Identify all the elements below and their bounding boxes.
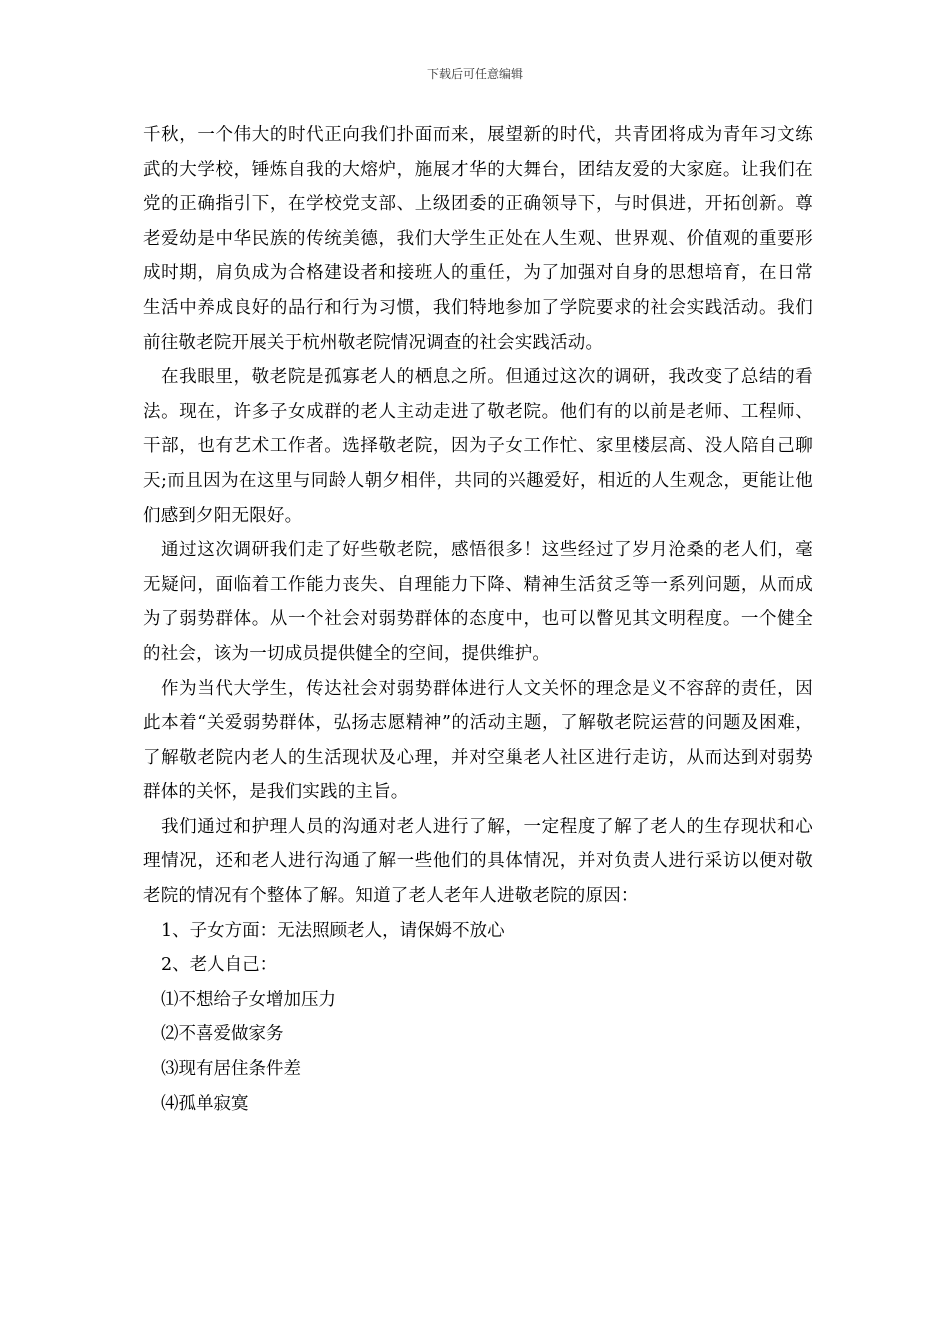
- paragraph-nursing-home-view: 在我眼里，敬老院是孤寡老人的栖息之所。但通过这次的调研，我改变了总结的看法。现在，许多子女成群的老人主动走进了敬老院。他们有的以前是老师、工程师、干部，也有艺术工作者。选择敬老院，因为子女工作忙、家里楼层高、没人陪自己聊天;而且因为在这里与同龄人朝夕相伴，共同的兴趣爱好，相近的人生观念，更能让他们感到夕阳无限好。: [143, 367, 813, 526]
- list-item: ⑷孤单寂寞: [161, 1093, 249, 1114]
- paragraph-intro: 千秋，一个伟大的时代正向我们扑面而来，展望新的时代，共青团将成为青年习文练武的大学校，锤炼自我的大熔炉，施展才华的大舞台，团结友爱的大家庭。让我们在党的正确指引下，在学校党支部、上级团委的正确领导下，与时俱进，开拓创新。尊老爱幼是中华民族的传统美德，我们大学生正处在人生观、世界观、价值观的重要形成时期，肩负成为合格建设者和接班人的重任，为了加强对自身的思想培育，在日常生活中养成良好的品行和行为习惯，我们特地参加了学院要求的社会实践活动。我们前往敬老院开展关于杭州敬老院情况调查的社会实践活动。: [143, 125, 813, 353]
- list-item: ⑵不喜爱做家务: [161, 1024, 284, 1045]
- list-item: 2、老人自己：: [161, 955, 278, 976]
- page-header: 下载后可任意编辑: [426, 67, 523, 81]
- list-item: 1、子女方面：无法照顾老人，请保姆不放心: [161, 920, 505, 941]
- paragraph-student-responsibility: 作为当代大学生，传达社会对弱势群体进行人文关怀的理念是义不容辞的责任，因此本着“关爱弱势群体，弘扬志愿精神”的活动主题，了解敬老院运营的问题及困难，了解敬老院内老人的生活现状及心理，并对空巢老人社区进行走访，从而达到对弱势群体的关怀，是我们实践的主旨。: [143, 678, 813, 803]
- list-item: ⑶现有居住条件差: [161, 1059, 301, 1080]
- document-body: [143, 118, 813, 1121]
- paragraph-communication: 我们通过和护理人员的沟通对老人进行了解，一定程度了解了老人的生存现状和心理情况，还和老人进行沟通了解一些他们的具体情况，并对负责人进行采访以便对敬老院的情况有个整体了解。知道了老人老年人进敬老院的原因：: [143, 816, 813, 907]
- list-item: ⑴不想给子女增加压力: [161, 989, 336, 1010]
- paragraph-research-insight: 通过这次调研我们走了好些敬老院，感悟很多！这些经过了岁月沧桑的老人们，毫无疑问，面临着工作能力丧失、自理能力下降、精神生活贫乏等一系列问题，从而成为了弱势群体。从一个社会对弱势群体的态度中，也可以瞥见其文明程度。一个健全的社会，该为一切成员提供健全的空间，提供维护。: [143, 540, 813, 664]
